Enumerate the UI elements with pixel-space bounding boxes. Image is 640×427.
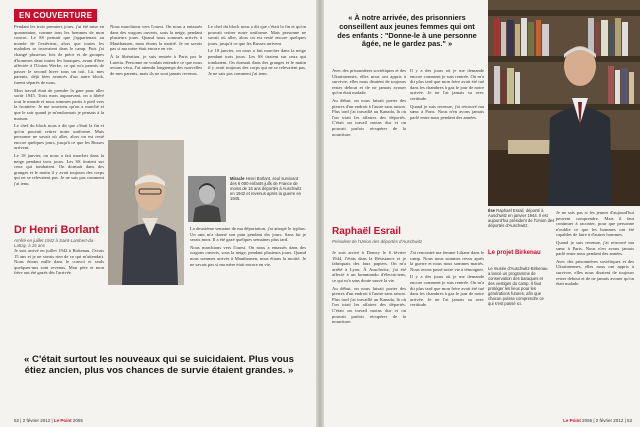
paragraph: Le 18 janvier, on nous a fait marcher dans la neige pendant trois jours. Les SS tiraient sur ceux qui tombaient. On dormait dans des granges et le matin il y avait toujours des corps qui ne se relevaient pas. Je ne sais pas comment j'ai tenu. [14,153,104,187]
left-folio: 52 | 2 février 2012 | Le Point 2055 [14,418,83,423]
paragraph: Au début, on nous faisait porter des pierres d'un endroit à l'autre sans raison. Plus tard j'ai travaillé au Kanada, là où l'on triait les affaires des déportés. C'était un travail moins dur et on pouvait parfois récupérer de la nourriture. [332,285,406,325]
right-article-column-2 [410,68,484,218]
folio-brand: Le Point [563,418,581,423]
pull-quote-right: « À notre arrivée, des prisonniers conseillent aux jeunes femmes qui ont des enfants : "Donne-le à une personne âgée, ne le gardez pas." » [337,13,477,49]
left-article-column-2 [110,24,202,136]
person-name-heading: Raphaël Esrail [332,226,401,237]
folio-issue: 2055 [582,418,593,423]
right-bottom-column-1 [332,250,406,410]
paragraph: Nous marchions vers l'ouest. On nous a entassés dans des wagons ouverts, sous la neige, pendant plusieurs jours. Quand nous sommes arrivés à Mauthausen, nous étions la moitié. Je ne savais pas si ma mère était encore en vie. [110,24,202,52]
folio-issue: 2055 [72,418,83,423]
paragraph: Je suis arrivé à Drancy le 6 février 1944. J'étais dans la Résistance et je fabriquais des faux papiers. On m'a arrêté à Lyon. À Auschwitz, j'ai été affecté à un kommando d'électriciens, ce qui m'a sans doute sauvé la vie. [332,250,406,283]
left-bottom-column-1 [14,248,104,340]
paragraph: Le chef du block nous a dit que c'était la fin et qu'on pouvait retirer notre uniforme. Mais personne ne savait où aller, alors on est resté encore quelques jours, jusqu'à ce que les Russes arrivent. [14,123,104,151]
section-rubric: EN COUVERTURE [14,9,97,22]
folio-date: 2 février 2012 [22,418,51,423]
page-gutter [316,0,324,427]
paragraph: Le chef du block nous a dit que c'était la fin et qu'on pouvait retirer notre uniforme. Mais personne ne savait où aller, alors on est resté encore quelques jours, jusqu'à ce que les Russes arrivent. [208,24,306,46]
paragraph: Mon travail était de prendre la gare pour aller sortir 1945. Trois mois auparavant, on a libéré tout le monde et nous sommes partis à pied vers la frontière. Je me souviens qu'on a marché et que le soir quand je m'endormais je pensais à la maison. [14,87,104,121]
person-subtitle: Président de l'Union des déportés d'Auschwitz [332,239,423,244]
archive-portrait [188,176,226,222]
paragraph: Le 18 janvier, on nous a fait marcher dans la neige pendant trois jours. Les SS tiraient sur ceux qui tombaient. On dormait dans des granges et le matin il y avait toujours des corps qui ne se relevaient pas. Je ne sais pas comment j'ai tenu. [208,48,306,76]
right-article-column-1 [332,68,406,218]
left-article-column-1 [14,24,104,220]
paragraph: Quand je suis revenue, j'ai retrouvé ma sœur à Paris. Nous n'en avons jamais parlé entre nous pendant des années. [410,103,484,120]
paragraph: À la libération, je suis rentrée à Paris par le Lutetia. Personne ne voulait entendre ce que nous avions vécu. J'ai attendu longtemps des nouvelles de mes parents, mais ils ne sont jamais revenus. [110,53,202,76]
caption-name: Miracle [230,176,245,181]
pull-quote-left: « C'était surtout les nouveaux qui se suicidaient. Plus vous étiez ancien, plus vos chances de survie étaient grandes. » [24,354,294,376]
paragraph: Avec des prisonnières soviétiques et des Ukrainiennes, elles nous ont appris à survivre, elles nous disaient de toujours rester debout et de ne jamais avouer qu'on était malade. [556,258,634,287]
sidebar-text: Le musée d'Auschwitz-Birkenau a lancé un programme de conservation des baraques et des vestiges du camp. Il faut protéger les lieux pour les générations futures, afin que chacun puisse comprendre ce qui s'est passé ici. [488,266,548,306]
paragraph: Pendant les trois premiers jours, j'ai été mise en quarantaine, comme tous les hommes de mon convoi. Le SS pensait que j'appartenais au monde de l'extérieur, alors que toutes les maladies se trouvaient dans le camp. Puis j'ai changé plusieurs fois de pièce et de groupes d'hommes dans toutes les baraques, avant d'être affectée à l'Union Werke, ce qui m'a permis de passer le second hiver sous un toit. Là, mes parents, déjà bien avancés d'un autre block, furent séparés de nous. [14,24,104,85]
portrait-illustration [108,140,184,285]
person-name-heading: Dr Henri Borlant [14,224,99,236]
paragraph: Avec des prisonnières soviétiques et des Ukrainiennes, elles nous ont appris à survivre, elles nous disaient de toujours rester debout et de ne jamais avouer qu'on était malade. [332,68,406,96]
paragraph: Je ne sais pas si les jeunes d'aujourd'hui peuvent comprendre. Mais il faut continuer à raconter, pour que personne n'oublie ce que les hommes ont été capables de faire à d'autres hommes. [556,210,634,238]
paragraph: J'ai rencontré ma femme Liliane dans le camp. Nous nous sommes revus après la guerre et nous nous sommes mariés. Nous avons passé notre vie à témoigner. [410,250,484,272]
right-photo-caption [488,208,560,228]
folio-page-number: 53 [626,418,632,423]
caption-text: Raphaël Esrail, déporté à Auschwitz en janvier 1944. Il est aujourd'hui président de l'Union des déportés d'Auschwitz. [488,208,555,228]
paragraph: Il y a des jours où je me demande encore comment je suis rentrée. On m'a dit plus tard que mon frère avait été tué dans les chambres à gaz le jour de notre arrivée. Je ne l'ai jamais su avec certitude. [410,274,484,308]
right-bottom-column-2 [410,250,484,410]
paragraph: Nous marchions vers l'ouest. On nous a entassés dans des wagons ouverts, sous la neige, pendant plusieurs jours. Quand nous sommes arrivés à Mauthausen, nous étions la moitié. Je ne savais pas si ma mère était encore en vie. [190,244,306,267]
portrait-photo-raphael-esrail [488,0,640,206]
paragraph: La deuxième semaine de ma déportation, j'ai attrapé le typhus. Un ami m'a donné son pain pendant dix jours. Sans lui je serais mort. Il a été gazé quelques semaines plus tard. [190,226,306,243]
left-page [0,0,316,427]
caption-name: Ilse [488,208,495,213]
right-bottom-column-3 [556,210,634,410]
person-subtitle: Arrêté en juillet 1942 à Saint-Lambert-du-Lattay, à 15 ans [14,238,95,248]
folio-page-number: 52 [14,418,20,423]
paragraph: Au début, on nous faisait porter des pierres d'un endroit à l'autre sans raison. Plus tard j'ai travaillé au Kanada, là où l'on triait les affaires des déportés. C'était un travail moins dur et on pouvait parfois récupérer de la nourriture. [332,97,406,137]
right-folio: Le Point 2055 | 2 février 2012 | 53 [563,418,632,423]
left-photo-caption [230,176,304,201]
paragraph: Quand je suis revenue, j'ai retrouvé ma sœur à Paris. Nous n'en avons jamais parlé entre nous pendant des années. [556,239,634,257]
folio-date: 2 février 2012 [595,418,624,423]
sidebar-heading: Le projet Birkenau [488,250,541,256]
paragraph: Je suis arrivé en juillet 1942 à Birkenau. J'avais 15 ans et je ne savais rien de ce qui m'attendait. Nous étions mille dans le convoi et seuls quelques-uns sont revenus. Mon père et mon frère ont été gazés dès l'arrivée. [14,248,104,276]
portrait-photo-henri-borlant [108,140,184,285]
caption-text: Henri Borlant, seul survivant des 6 000 enfants juifs de France de moins de 16 ans déportés à Auschwitz en 1942 et revenus après la guerre en 1945. [230,176,302,201]
right-page [324,0,640,427]
archive-photo-young [188,176,226,222]
left-article-column-3 [208,24,306,172]
left-bottom-column-2 [190,226,306,338]
folio-brand: Le Point [53,418,72,423]
office-portrait-illustration [488,0,640,206]
paragraph: Il y a des jours où je me demande encore comment je suis rentrée. On m'a dit plus tard que mon frère avait été tué dans les chambres à gaz le jour de notre arrivée. Je ne l'ai jamais su avec certitude. [410,68,484,101]
